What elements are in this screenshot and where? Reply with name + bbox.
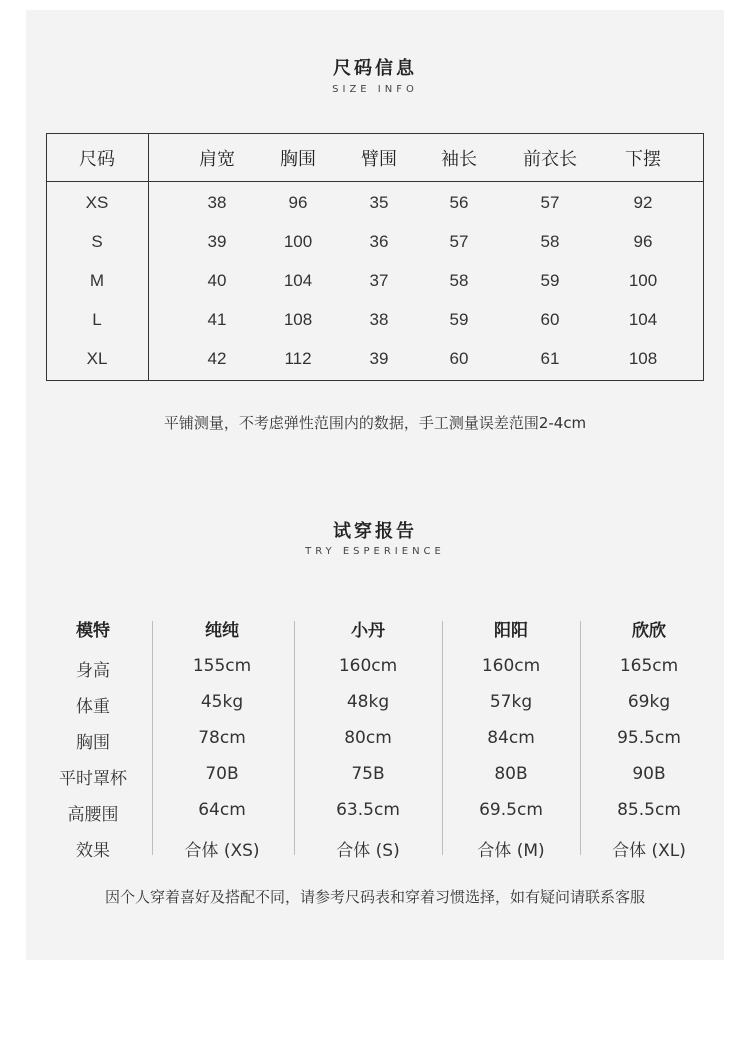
report-cell: 48kg xyxy=(346,692,390,712)
table-divider-horizontal xyxy=(47,181,703,182)
size-table-cell: 37 xyxy=(369,271,389,290)
report-column-divider xyxy=(442,621,443,855)
report-cell: 70B xyxy=(205,764,239,784)
report-cell: 165cm xyxy=(619,656,679,676)
size-table-cell: 35 xyxy=(369,193,389,212)
size-info-title: 尺码信息 xyxy=(333,58,417,79)
report-row-label: 胸围 xyxy=(76,733,110,753)
report-model-name: 小丹 xyxy=(351,621,385,641)
table-divider-vertical xyxy=(148,134,149,380)
try-report-title: 试穿报告 xyxy=(333,521,417,542)
size-table-cell: 41 xyxy=(207,310,227,329)
size-table-cell: 108 xyxy=(283,310,313,329)
size-table-cell: 104 xyxy=(283,271,313,290)
size-table-cell: 61 xyxy=(540,349,560,368)
size-table-header: 前衣长 xyxy=(523,149,577,170)
report-cell: 合体 (XS) xyxy=(184,841,260,861)
report-model-name: 欣欣 xyxy=(632,621,666,641)
report-cell: 80B xyxy=(494,764,528,784)
size-table-cell: 112 xyxy=(284,349,312,368)
report-cell: 合体 (S) xyxy=(336,841,400,861)
size-table-cell: 58 xyxy=(540,232,560,251)
size-table-cell: 57 xyxy=(449,232,469,251)
size-note: 平铺测量，不考虑弹性范围内的数据，手工测量误差范围2-4cm xyxy=(163,414,587,432)
size-table-cell: 36 xyxy=(369,232,389,251)
size-table-cell: 56 xyxy=(449,193,469,212)
report-cell: 57kg xyxy=(489,692,533,712)
report-cell: 78cm xyxy=(198,728,246,748)
size-table-header: 下摆 xyxy=(625,149,661,170)
size-info-subtitle: SIZE INFO xyxy=(332,84,418,95)
size-table-header: 臂围 xyxy=(361,149,397,170)
report-model-name: 阳阳 xyxy=(494,621,528,641)
report-cell: 95.5cm xyxy=(617,728,681,748)
report-cell: 75B xyxy=(351,764,385,784)
report-row-label: 高腰围 xyxy=(67,805,119,825)
size-table-cell: 108 xyxy=(628,349,658,368)
size-table xyxy=(46,133,704,381)
report-column-divider xyxy=(294,621,295,855)
size-table-cell: 39 xyxy=(369,349,389,368)
report-cell: 90B xyxy=(632,764,666,784)
size-table-cell: 58 xyxy=(449,271,469,290)
report-column-divider xyxy=(580,621,581,855)
size-table-size-label: XL xyxy=(86,349,108,368)
report-model-name: 纯纯 xyxy=(205,621,239,641)
size-table-cell: 104 xyxy=(628,310,658,329)
size-table-size-label: XS xyxy=(85,193,109,212)
report-cell: 45kg xyxy=(200,692,244,712)
size-table-size-label: M xyxy=(89,271,105,290)
size-table-header: 肩宽 xyxy=(199,149,235,170)
report-cell: 69.5cm xyxy=(479,800,543,820)
size-table-cell: 92 xyxy=(633,193,653,212)
size-table-cell: 100 xyxy=(628,271,658,290)
report-cell: 合体 (XL) xyxy=(612,841,686,861)
report-cell: 84cm xyxy=(487,728,535,748)
report-row-label: 效果 xyxy=(76,841,110,861)
size-table-cell: 96 xyxy=(288,193,308,212)
try-report-subtitle: TRY ESPERIENCE xyxy=(305,546,445,557)
report-cell: 63.5cm xyxy=(336,800,400,820)
size-table-header: 胸围 xyxy=(280,149,316,170)
size-table-header: 尺码 xyxy=(79,149,115,170)
report-cell: 80cm xyxy=(344,728,392,748)
size-table-cell: 39 xyxy=(207,232,227,251)
report-cell: 155cm xyxy=(192,656,252,676)
size-table-cell: 96 xyxy=(633,232,653,251)
size-table-cell: 42 xyxy=(207,349,227,368)
size-table-cell: 100 xyxy=(283,232,313,251)
report-cell: 85.5cm xyxy=(617,800,681,820)
size-table-header: 袖长 xyxy=(441,149,477,170)
report-cell: 合体 (M) xyxy=(477,841,545,861)
report-cell: 69kg xyxy=(627,692,671,712)
report-cell: 160cm xyxy=(338,656,398,676)
report-header-label: 模特 xyxy=(76,621,110,641)
report-cell: 64cm xyxy=(198,800,246,820)
report-row-label: 体重 xyxy=(76,697,110,717)
size-table-cell: 60 xyxy=(449,349,469,368)
report-row-label: 平时罩杯 xyxy=(59,769,127,789)
size-table-cell: 38 xyxy=(207,193,227,212)
report-column-divider xyxy=(152,621,153,855)
report-cell: 160cm xyxy=(481,656,541,676)
size-table-size-label: S xyxy=(91,232,103,251)
size-table-cell: 57 xyxy=(540,193,560,212)
size-table-cell: 60 xyxy=(540,310,560,329)
size-table-cell: 40 xyxy=(207,271,227,290)
size-table-cell: 38 xyxy=(369,310,389,329)
size-table-size-label: L xyxy=(92,310,102,329)
size-table-cell: 59 xyxy=(540,271,560,290)
report-row-label: 身高 xyxy=(76,661,110,681)
size-table-cell: 59 xyxy=(449,310,469,329)
try-report-note: 因个人穿着喜好及搭配不同，请参考尺码表和穿着习惯选择，如有疑问请联系客服 xyxy=(104,888,645,906)
